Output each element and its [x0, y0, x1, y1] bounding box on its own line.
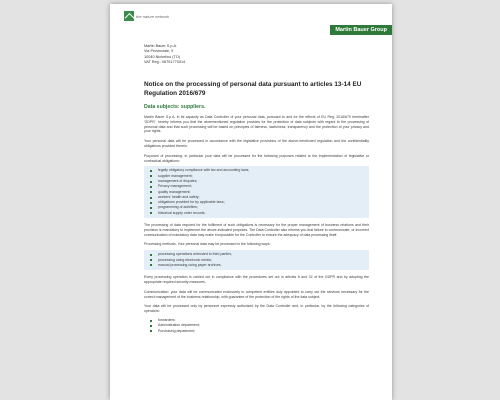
list-item: processing operations entrusted to third parties;	[150, 252, 363, 257]
document-page	[110, 4, 392, 400]
list-item: forwarders;	[150, 318, 363, 323]
list-item: historical supply order records.	[150, 211, 363, 216]
network-tagline: the nature network	[136, 13, 170, 19]
list-item: obligations provided for by applicable laws;	[150, 200, 363, 205]
company-address	[144, 44, 185, 65]
list-item: processing using electronic media;	[150, 258, 363, 263]
purposes-list	[144, 166, 369, 218]
bullet-icon	[150, 325, 152, 327]
legislation-paragraph: Your personal data will be processed in accordance with the legislative provisions of the above-mentioned regulation and the confidentiality obligations provided therein.	[144, 139, 369, 148]
bullet-icon	[150, 320, 152, 322]
list-item: Purchasing department;	[150, 329, 363, 334]
document-title: Notice on the processing of personal data pursuant to articles 13-14 EU Regulation 2016/679	[144, 81, 362, 97]
methods-list	[144, 250, 369, 270]
list-item: Privacy management;	[150, 184, 363, 189]
bullet-icon	[150, 175, 152, 177]
bullet-icon	[150, 330, 152, 332]
list-item: legally obligatory compliance with tax and accounting laws;	[150, 168, 363, 173]
security-paragraph: Every processing operation is carried out in compliance with the procedures set out in articles 6 and 32 of the GDPR and by adopting the appropriate required security measures.	[144, 275, 369, 284]
bullet-icon	[150, 207, 152, 209]
address-line: VAT Reg.: 06751770014	[144, 59, 186, 64]
purposes-paragraph: Purposes of processing: in particular your data will be processed for the following purposes related to the implementation of legislative or contractual obligations:	[144, 153, 369, 163]
leaf-logo-icon	[124, 11, 134, 21]
bullet-icon	[150, 197, 152, 199]
bullet-icon	[150, 212, 152, 214]
methods-paragraph: Processing methods. Your personal data may be processed in the following ways:	[144, 242, 271, 247]
operators-list	[144, 317, 369, 335]
network-logo	[124, 11, 169, 21]
list-item: supplier management;	[150, 174, 363, 179]
mandatory-data-paragraph: The processing of data required for the fulfilment of such obligations is necessary for the proper management of business relations and their provision is mandatory to implement the above-indicated purposes. The Data Controller also informs you that failure to communicate, or incorrect communication of mandatory data may make it impossible for the Controller to ensure the adequacy of data processing itself.	[144, 223, 369, 237]
list-item: manual processing using paper archives.	[150, 263, 363, 268]
bullet-icon	[150, 181, 152, 183]
list-item: management of disputes;	[150, 179, 363, 184]
communication-paragraph: Communication: your data will be communicated exclusively to competent entities duly appointed to carry out the services necessary for the correct management of the business relationship, with guarantee of the protection of the rights of the data subject.	[144, 289, 369, 299]
list-item: quality management;	[150, 190, 363, 195]
list-item: workers' health and safety;	[150, 195, 363, 200]
bullet-icon	[150, 186, 152, 188]
bullet-icon	[150, 264, 152, 266]
bullet-icon	[150, 170, 152, 172]
data-subjects-heading: Data subjects: suppliers.	[144, 104, 206, 110]
address-line: 10040 Nichelino (TO)	[144, 54, 181, 59]
list-item: programming of activities;	[150, 205, 363, 210]
document-body	[144, 115, 369, 340]
brand-logo: Martin Bauer Group	[330, 25, 392, 35]
bullet-icon	[150, 202, 152, 204]
bullet-icon	[150, 191, 152, 193]
list-item: Administration department;	[150, 323, 363, 328]
bullet-icon	[150, 259, 152, 261]
address-line: Martin Bauer S.p.A.	[144, 44, 178, 48]
operators-paragraph: Your data will be processed only by personnel expressly authorized by the Data Controller and, in particular, by the following categories of operators:	[144, 304, 369, 314]
address-line: Via Provinciale, 9	[144, 49, 174, 54]
intro-paragraph: Martin Bauer S.p.A. in its capacity as Data Controller of your personal data, pursuant to and for the effects of EU Reg. 2016/679 hereinafter 'GDPR', hereby informs you that the aforementioned regulation provides for the protection of data subjects with regard to the processing of personal data and that such processing will be based on principles of fairness, lawfulness, transparency and the protection of your privacy and your rights.	[144, 115, 369, 134]
bullet-icon	[150, 254, 152, 256]
